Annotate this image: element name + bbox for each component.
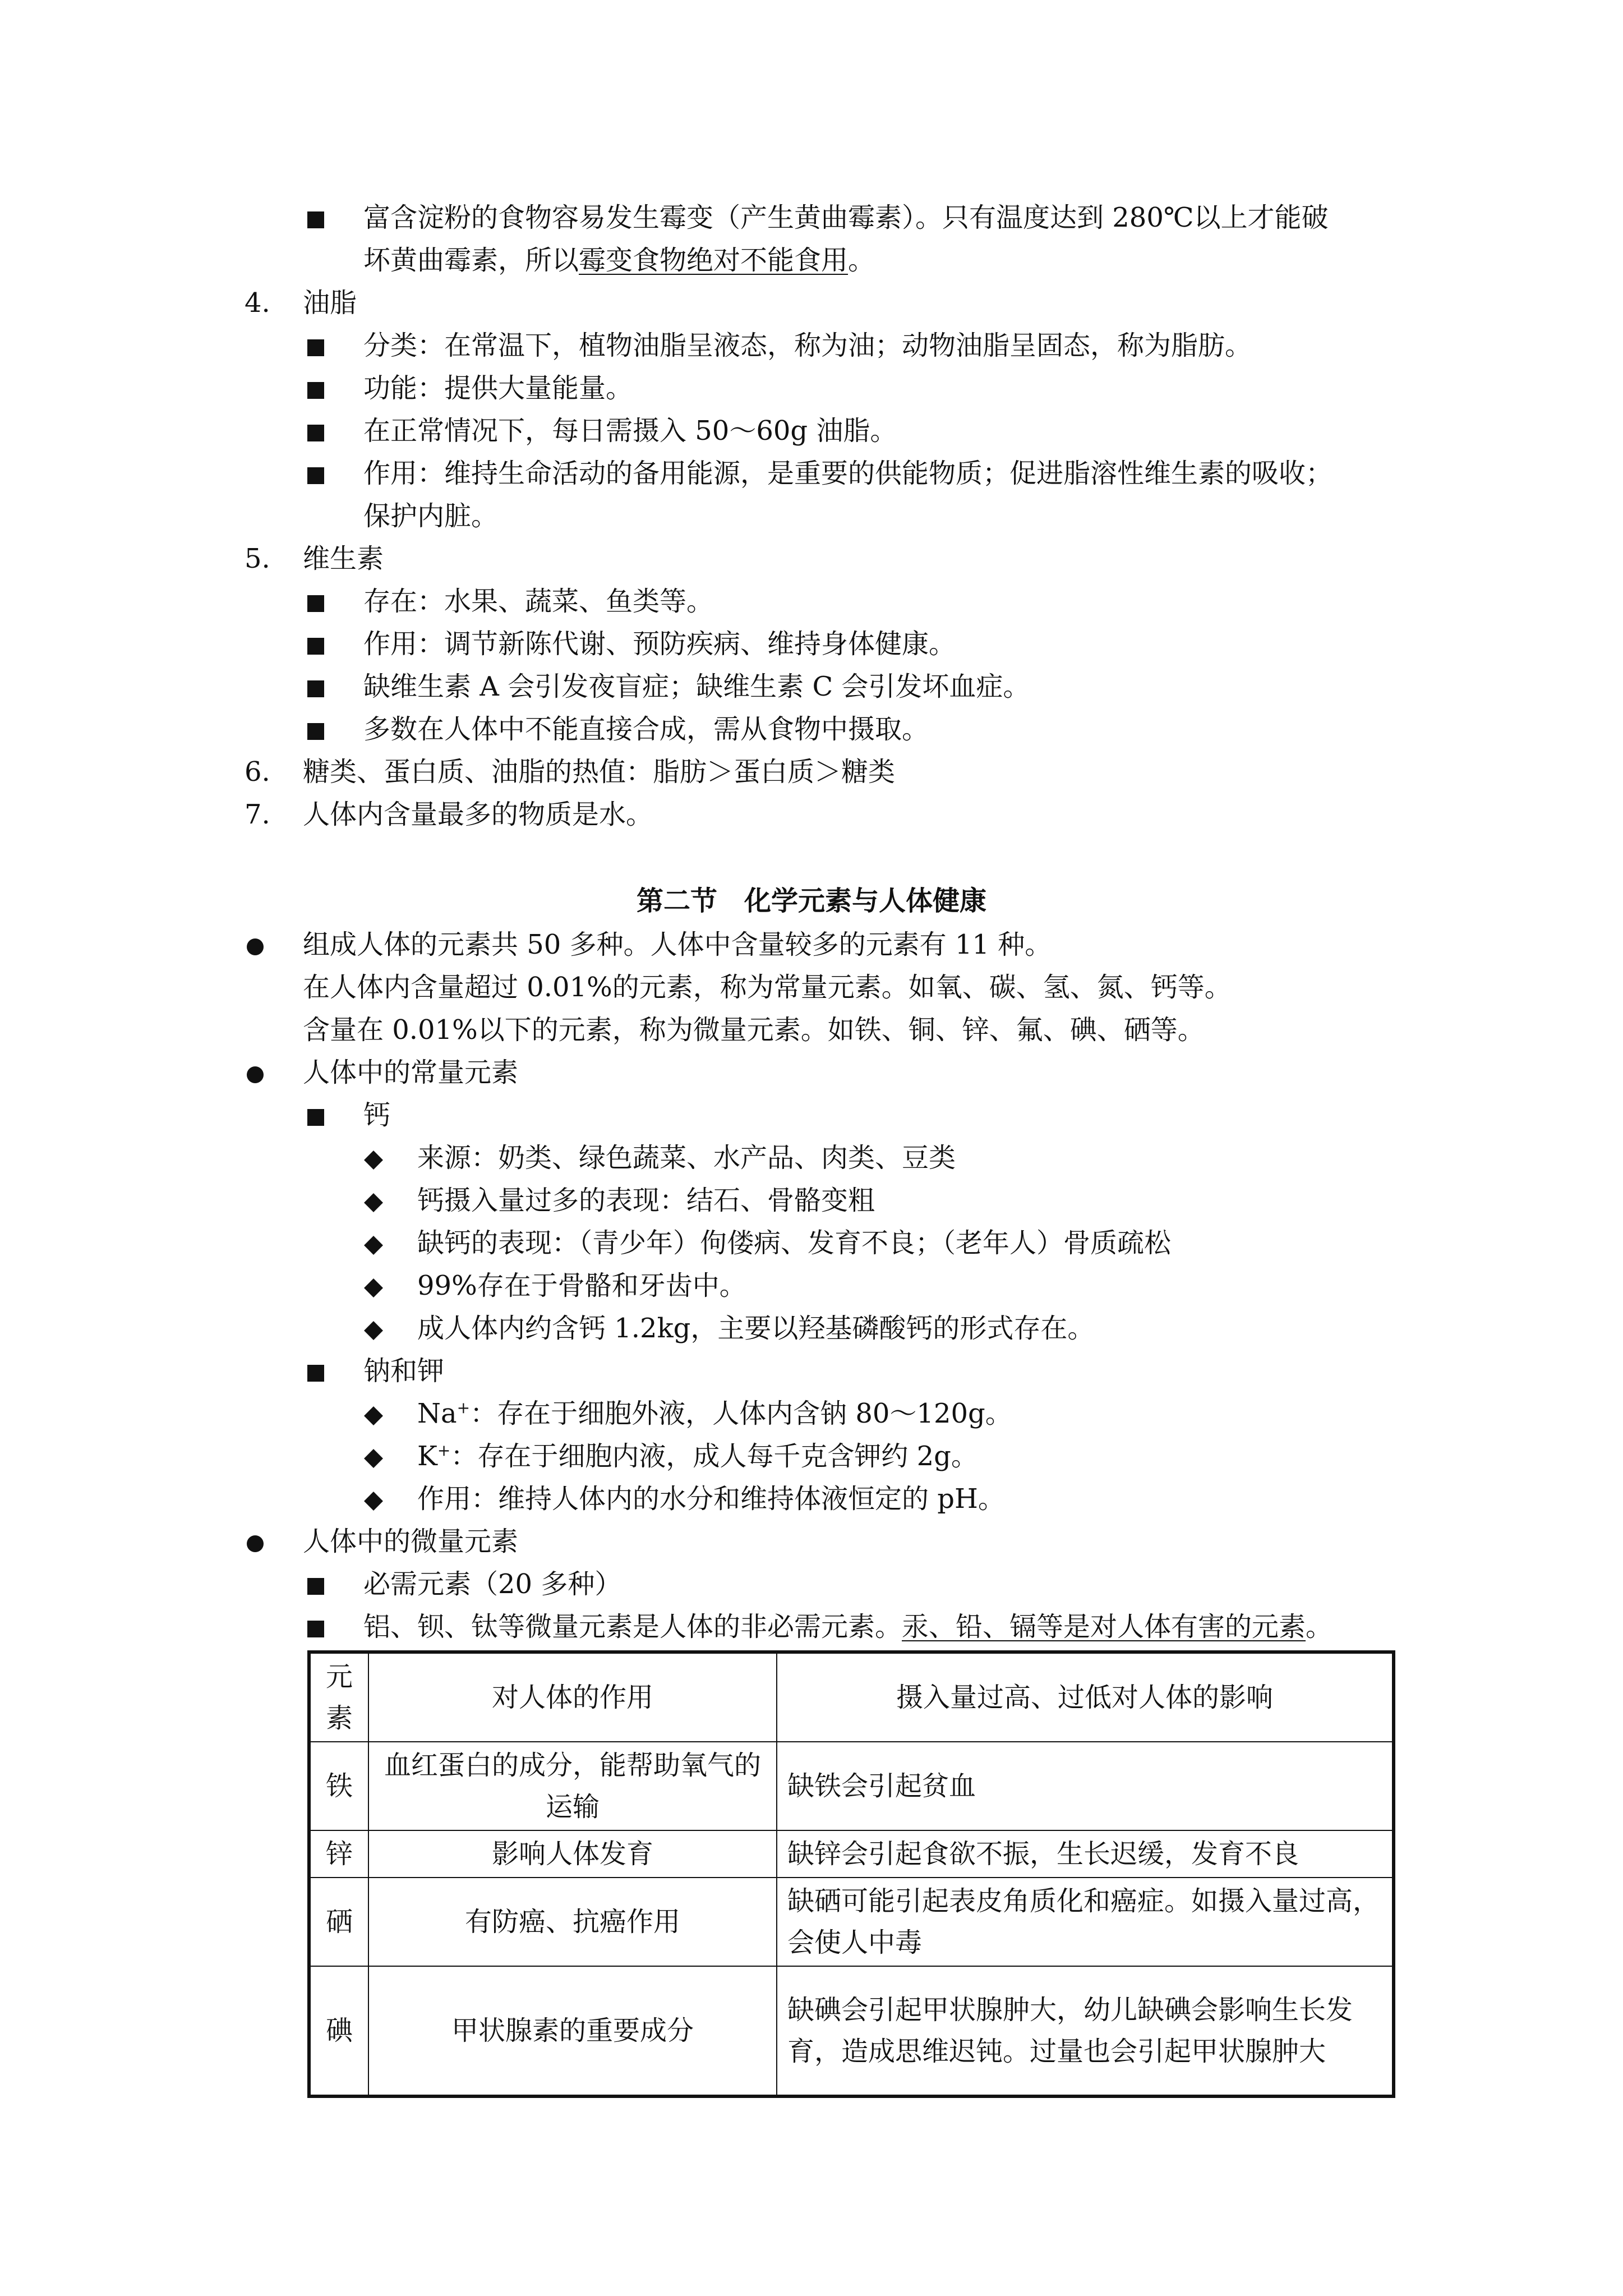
vitamin-point: 存在：水果、蔬菜、鱼类等。 <box>363 586 714 617</box>
table-header-cell: 摄入量过高、过低对人体的影响 <box>777 1652 1394 1742</box>
table-header-row <box>309 1652 1394 1742</box>
vitamin-point: 多数在人体中不能直接合成，需从食物中摄取。 <box>363 714 929 745</box>
diamond-bullet-icon <box>365 1307 380 1350</box>
table-row <box>309 1878 1394 1966</box>
section-title: 第二节 化学元素与人体健康 <box>636 885 986 917</box>
nonessential-elements: 铝、钡、钛等微量元素是人体的非必需元素。汞、铅、镉等是对人体有害的元素。 <box>363 1611 1333 1642</box>
micro-heading: 人体中的微量元素 <box>303 1526 519 1557</box>
role-cell: 影响人体发育 <box>368 1830 777 1878</box>
calcium-point: 成人体内约含钙 1.2kg，主要以羟基磷酸钙的形式存在。 <box>417 1313 1095 1344</box>
item4-number: 4. <box>245 287 270 319</box>
oil-point-cont: 保护内脏。 <box>363 500 499 532</box>
sodium-potassium-title: 钠和钾 <box>363 1355 445 1387</box>
round-bullet-icon <box>247 1520 264 1563</box>
calcium-point: 来源：奶类、绿色蔬菜、水产品、肉类、豆类 <box>417 1142 956 1174</box>
calcium-title: 钙 <box>363 1099 391 1131</box>
item5-title: 维生素 <box>303 543 384 574</box>
item6-number: 6. <box>245 756 270 788</box>
element-cell: 锌 <box>309 1830 368 1878</box>
element-cell: 硒 <box>309 1878 368 1966</box>
square-bullet-icon <box>307 580 324 623</box>
intro-line: 组成人体的元素共 50 多种。人体中含量较多的元素有 11 种。 <box>303 929 1052 960</box>
role-cell: 甲状腺素的重要成分 <box>368 1966 777 2096</box>
item4-title: 油脂 <box>303 287 357 319</box>
square-bullet-icon <box>307 196 324 239</box>
calcium-point: 99%存在于骨骼和牙齿中。 <box>417 1270 746 1301</box>
macro-heading: 人体中的常量元素 <box>303 1057 519 1088</box>
square-bullet-icon <box>307 623 324 665</box>
effect-cell: 缺铁会引起贫血 <box>777 1742 1394 1830</box>
table-row <box>309 1742 1394 1830</box>
oil-point: 分类：在常温下，植物油脂呈液态，称为油；动物油脂呈固态，称为脂肪。 <box>363 330 1252 361</box>
vitamin-point: 缺维生素 A 会引发夜盲症；缺维生素 C 会引发坏血症。 <box>363 671 1030 702</box>
diamond-bullet-icon <box>365 1392 380 1435</box>
square-bullet-icon <box>307 665 324 708</box>
sodium-potassium-effect: 作用：维持人体内的水分和维持体液恒定的 pH。 <box>417 1483 1005 1515</box>
moldy-food-warning: 霉变食物绝对不能食用 <box>579 245 849 276</box>
square-bullet-icon <box>307 324 324 367</box>
square-bullet-icon <box>307 452 324 495</box>
square-bullet-icon <box>307 1563 324 1605</box>
element-cell: 铁 <box>309 1742 368 1830</box>
table-header-cell: 元素 <box>309 1652 368 1742</box>
item7-text: 人体内含量最多的物质是水。 <box>303 799 653 830</box>
diamond-bullet-icon <box>365 1478 380 1520</box>
intro-line: 含量在 0.01%以下的元素，称为微量元素。如铁、铜、锌、氟、碘、硒等。 <box>303 1014 1205 1046</box>
table-row <box>309 1966 1394 2096</box>
sodium-point: Na+：存在于细胞外液，人体内含钠 80～120g。 <box>417 1398 1012 1429</box>
item5-number: 5. <box>245 543 270 574</box>
diamond-bullet-icon <box>365 1264 380 1307</box>
square-bullet-icon <box>307 367 324 409</box>
starch-note-line2: 坏黄曲霉素，所以霉变食物绝对不能食用。 <box>363 245 875 276</box>
square-bullet-icon <box>307 1605 324 1648</box>
effect-cell: 缺碘会引起甲状腺肿大，幼儿缺碘会影响生长发育，造成思维迟钝。过量也会引起甲状腺肿大 <box>777 1966 1394 2096</box>
diamond-bullet-icon <box>365 1179 380 1222</box>
trace-elements-table <box>307 1650 1395 2098</box>
oil-point: 作用：维持生命活动的备用能源，是重要的供能物质；促进脂溶性维生素的吸收； <box>363 458 1333 489</box>
role-cell: 有防癌、抗癌作用 <box>368 1878 777 1966</box>
effect-cell: 缺硒可能引起表皮角质化和癌症。如摄入量过高，会使人中毒 <box>777 1878 1394 1966</box>
role-cell: 血红蛋白的成分，能帮助氧气的运输 <box>368 1742 777 1830</box>
potassium-point: K+：存在于细胞内液，成人每千克含钾约 2g。 <box>417 1441 978 1472</box>
square-bullet-icon <box>307 1350 324 1392</box>
round-bullet-icon <box>247 923 264 966</box>
diamond-bullet-icon <box>365 1222 380 1264</box>
harmful-elements: 汞、铅、镉等是对人体有害的 <box>902 1611 1252 1642</box>
essential-elements: 必需元素（20 多种） <box>363 1568 622 1600</box>
intro-line: 在人体内含量超过 0.01%的元素，称为常量元素。如氧、碳、氢、氮、钙等。 <box>303 972 1232 1003</box>
diamond-bullet-icon <box>365 1137 380 1179</box>
item7-number: 7. <box>245 799 270 830</box>
oil-point: 功能：提供大量能量。 <box>363 372 633 404</box>
starch-note-line1: 富含淀粉的食物容易发生霉变（产生黄曲霉素）。只有温度达到 280℃以上才能破 <box>363 202 1329 233</box>
table-header-cell: 对人体的作用 <box>368 1652 777 1742</box>
element-cell: 碘 <box>309 1966 368 2096</box>
calcium-point: 缺钙的表现：（青少年）佝偻病、发育不良；（老年人）骨质疏松 <box>417 1227 1172 1259</box>
diamond-bullet-icon <box>365 1435 380 1478</box>
square-bullet-icon <box>307 1094 324 1137</box>
oil-point: 在正常情况下，每日需摄入 50～60g 油脂。 <box>363 415 897 447</box>
square-bullet-icon <box>307 409 324 452</box>
table-row <box>309 1830 1394 1878</box>
item6-text: 糖类、蛋白质、油脂的热值：脂肪＞蛋白质＞糖类 <box>303 756 896 788</box>
vitamin-point: 作用：调节新陈代谢、预防疾病、维持身体健康。 <box>363 628 956 660</box>
round-bullet-icon <box>247 1051 264 1094</box>
calcium-point: 钙摄入量过多的表现：结石、骨骼变粗 <box>417 1185 875 1216</box>
square-bullet-icon <box>307 708 324 751</box>
effect-cell: 缺锌会引起食欲不振，生长迟缓，发育不良 <box>777 1830 1394 1878</box>
